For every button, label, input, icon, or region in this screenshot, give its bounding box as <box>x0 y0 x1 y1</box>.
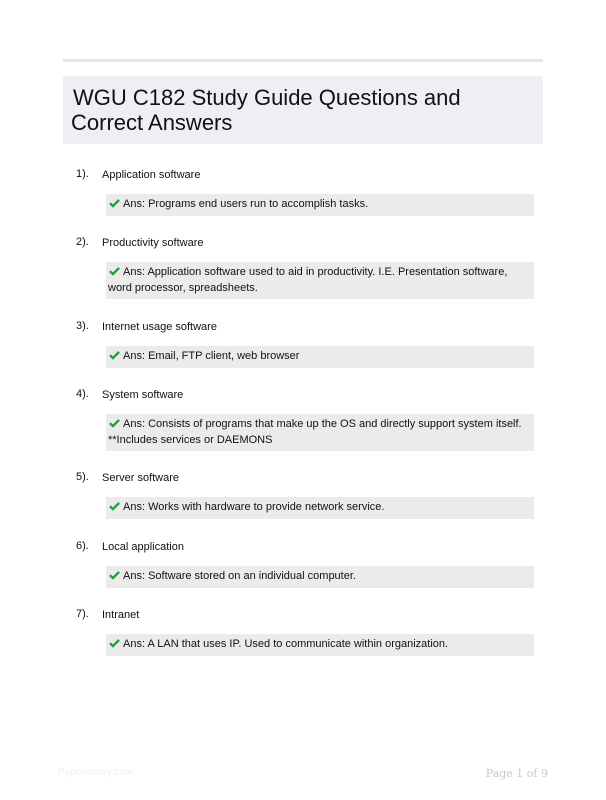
question-number: 4). <box>76 388 89 400</box>
check-icon <box>109 638 120 648</box>
top-divider <box>63 59 543 62</box>
answer-text: Ans: Email, FTP client, web browser <box>123 350 300 362</box>
question-text: Productivity software <box>102 237 204 249</box>
question-number: 3). <box>76 320 89 332</box>
answer-box <box>106 566 534 588</box>
document-title: WGU C182 Study Guide Questions and Correct Answers <box>71 85 461 135</box>
answer-text: Ans: Works with hardware to provide network service. <box>123 501 385 513</box>
answer-text: Ans: A LAN that uses IP. Used to communicate within organization. <box>123 638 449 650</box>
question-number: 7). <box>76 608 89 620</box>
answer-text: Ans: Programs end users run to accomplish tasks. <box>123 198 369 210</box>
check-icon <box>109 501 120 511</box>
question-text: System software <box>102 389 184 401</box>
question-number: 2). <box>76 236 89 248</box>
footer-watermark: Paperlibrary.com <box>58 767 133 778</box>
answer-box <box>106 262 534 299</box>
question-text: Server software <box>102 472 180 484</box>
question-number: 6). <box>76 540 89 552</box>
answer-box <box>106 634 534 656</box>
page-number: Page 1 of 9 <box>485 767 548 780</box>
question-text: Local application <box>102 541 184 553</box>
question-text: Intranet <box>102 609 140 621</box>
title-banner <box>63 76 543 144</box>
answer-box <box>106 194 534 216</box>
answer-box <box>106 346 534 368</box>
question-number: 5). <box>76 471 89 483</box>
check-icon <box>109 570 120 580</box>
answer-text: Ans: Application software used to aid in productivity. I.E. Presentation software, word processor, spreadsheets. <box>108 266 508 294</box>
check-icon <box>109 350 120 360</box>
question-text: Application software <box>102 169 201 181</box>
answer-box <box>106 497 534 519</box>
check-icon <box>109 198 120 208</box>
check-icon <box>109 418 120 428</box>
answer-text: Ans: Consists of programs that make up the OS and directly support system itself. **Includes services or DAEMONS <box>108 418 522 446</box>
answer-text: Ans: Software stored on an individual computer. <box>123 570 356 582</box>
question-number: 1). <box>76 168 89 180</box>
question-text: Internet usage software <box>102 321 217 333</box>
check-icon <box>109 266 120 276</box>
answer-box <box>106 414 534 451</box>
